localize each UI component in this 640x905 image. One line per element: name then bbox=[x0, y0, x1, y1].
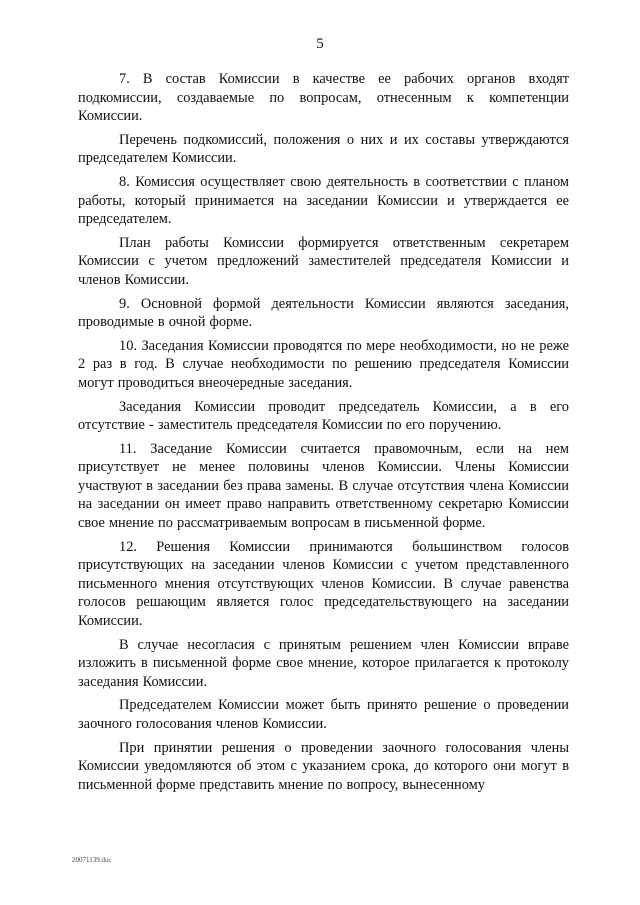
paragraph-8: 8. Комиссия осуществляет свою деятельность в соответствии с планом работы, который принимается на заседании Комиссии и утверждается ее председателем. bbox=[78, 173, 569, 228]
document-body bbox=[78, 70, 569, 799]
paragraph-absentee-notice: При принятии решения о проведении заочного голосования члены Комиссии уведомляются об этом с указанием срока, до которого они могут в письменной форме представить мнение по вопросу, вынесенному bbox=[78, 739, 569, 793]
paragraph-12: 12. Решения Комиссии принимаются большинством голосов присутствующих на заседании членов Комиссии с учетом представленного письменного мнения отсутствующих членов Комиссии. В случае равенства голосов решающим является голос председательствующего на заседании Комиссии. bbox=[78, 538, 569, 630]
paragraph-9: 9. Основной формой деятельности Комиссии являются заседания, проводимые в очной форме. bbox=[78, 295, 569, 331]
paragraph-meetings-chair: Заседания Комиссии проводит председатель Комиссии, а в его отсутствие - заместитель председателя Комиссии по его поручению. bbox=[78, 398, 569, 434]
paragraph-11: 11. Заседание Комиссии считается правомочным, если на нем присутствует не менее половины членов Комиссии. Члены Комиссии участвуют в заседании без права замены. В случае отсутствия члена Комиссии на заседании он имеет право направить ответственному секретарю Комиссии свое мнение по рассматриваемым вопросам в письменной форме. bbox=[78, 440, 569, 532]
paragraph-10: 10. Заседания Комиссии проводятся по мере необходимости, но не реже 2 раз в год. В случае необходимости по решению председателя Комиссии могут проводиться внеочередные заседания. bbox=[78, 337, 569, 391]
paragraph-absentee-vote: Председателем Комиссии может быть принято решение о проведении заочного голосования членов Комиссии. bbox=[78, 697, 569, 732]
page-number: 5 bbox=[316, 36, 324, 52]
paragraph-disagreement: В случае несогласия с принятым решением член Комиссии вправе изложить в письменной форме свое мнение, которое прилагается к протоколу заседания Комиссии. bbox=[78, 636, 569, 690]
footer-file-code: 20071139.doc bbox=[72, 856, 112, 864]
paragraph-work-plan: План работы Комиссии формируется ответственным секретарем Комиссии с учетом предложений заместителей председателя Комиссии и членов Комиссии. bbox=[78, 234, 569, 288]
paragraph-subcommissions-list: Перечень подкомиссий, положения о них и их составы утверждаются председателем Комиссии. bbox=[78, 131, 569, 167]
paragraph-7: 7. В состав Комиссии в качестве ее рабочих органов входят подкомиссии, создаваемые по вопросам, отнесенным к компетенции Комиссии. bbox=[78, 71, 569, 125]
